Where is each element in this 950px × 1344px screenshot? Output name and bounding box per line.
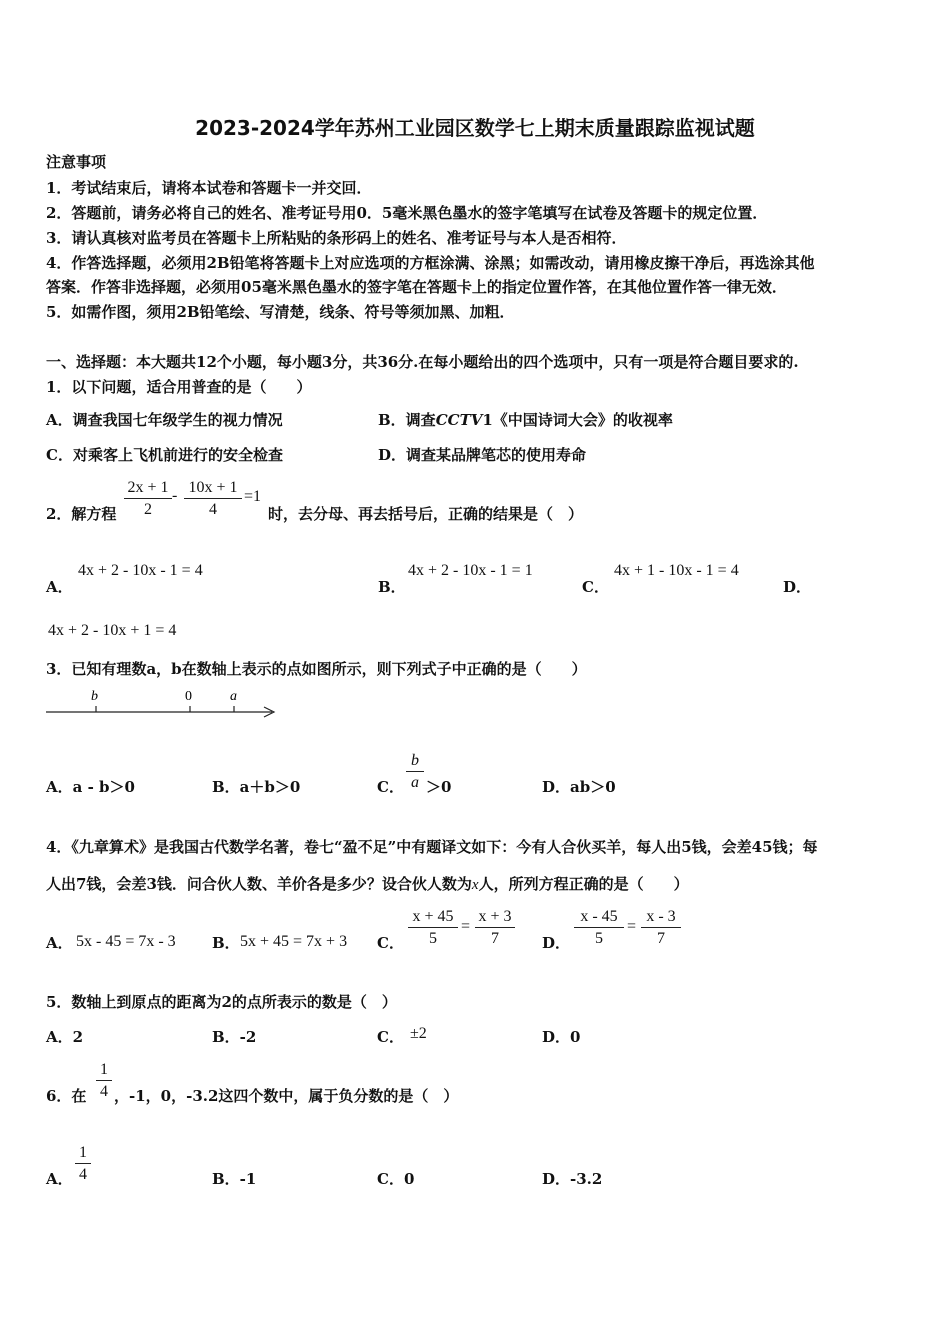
- q2-option-b-label: B．: [378, 578, 406, 596]
- q2-option-b-expr: 4x + 2 - 10x - 1 = 1: [408, 562, 533, 579]
- q6-option-b: B．-1: [212, 1170, 257, 1188]
- notice-item-5: 5．如需作图，须用2B铅笔绘、写清楚，线条、符号等须加黑、加粗．: [46, 303, 515, 321]
- q6-suffix: ，-1，0，-3.2这四个数中，属于负分数的是（ ）: [114, 1087, 459, 1105]
- q1-option-c: C．对乘客上飞机前进行的安全检查: [46, 446, 283, 464]
- q6-option-a-fraction: $\frac{1}{4}$: [75, 1143, 91, 1186]
- q6-option-c: C．0: [377, 1170, 415, 1188]
- q4-option-d-label: D．: [542, 934, 571, 952]
- q2-option-d-label: D．: [783, 578, 812, 596]
- q2-prefix: 2．解方程: [46, 505, 117, 523]
- q6-fraction: $\frac{1}{4}$: [96, 1060, 112, 1103]
- q4-option-c-right-fraction: $\frac{x + 3}{7}$: [475, 907, 515, 950]
- q4-option-c-equals: =: [461, 918, 471, 935]
- section-heading: 一、选择题：本大题共12个小题，每小题3分，共36分.在每小题给出的四个选项中，只有一项是符合题目要求的.: [46, 353, 799, 371]
- q3-option-a: A．a - b＞0: [46, 778, 135, 796]
- q3-option-b: B．a＋b＞0: [212, 778, 301, 796]
- q4-option-d-left-fraction: $\frac{x - 45}{5}$: [574, 907, 624, 950]
- q2-fraction-2: $\frac{10x + 1}{4}$: [184, 478, 242, 521]
- q5-option-c-expr: ±2: [410, 1025, 427, 1042]
- number-line: [44, 684, 280, 726]
- label-a: a: [230, 689, 237, 704]
- q2-minus: -: [172, 487, 178, 504]
- notice-item-3: 3．请认真核对监考员在答题卡上所粘贴的条形码上的姓名、准考证号与本人是否相符．: [46, 229, 627, 247]
- q6-option-a-label: A．: [46, 1170, 73, 1188]
- q4-option-b-label: B．: [212, 934, 240, 952]
- notice-item-4-cont: 答案．作答非选择题，必须用05毫米黑色墨水的签字笔在答题卡上的指定位置作答，在其他位置作答一律无效．: [46, 278, 787, 296]
- q5-option-a: A．2: [46, 1028, 84, 1046]
- notice-item-2: 2．答题前，请务必将自己的姓名、准考证号用0．5毫米黑色墨水的签字笔填写在试卷及答题卡的规定位置．: [46, 204, 768, 222]
- q1-option-b: B．调查CCTV1《中国诗词大会》的收视率: [378, 411, 673, 429]
- q5-stem: 5．数轴上到原点的距离为2的点所表示的数是（ ）: [46, 993, 397, 1011]
- q3-stem: 3．已知有理数a，b在数轴上表示的点如图所示，则下列式子中正确的是（ ）: [46, 660, 587, 678]
- q4-option-c-label: C．: [377, 934, 404, 952]
- q5-option-d: D．0: [542, 1028, 581, 1046]
- q2-option-c-label: C．: [582, 578, 609, 596]
- q4-stem-line-1: 4．《九章算术》是我国古代数学名著，卷七“盈不足”中有题译文如下：今有人合伙买羊，每人出5钱，会差45钱；每: [46, 838, 818, 856]
- q4-stem-line-2: 人出7钱，会差3钱．问合伙人数、羊价各是多少？设合伙人数为x人，所列方程正确的是（ ）: [46, 875, 689, 893]
- q1-option-a: A．调查我国七年级学生的视力情况: [46, 411, 283, 429]
- q4-option-d-equals: =: [627, 918, 637, 935]
- q2-option-d-expr: 4x + 2 - 10x + 1 = 4: [48, 622, 177, 639]
- q4-option-b-expr: 5x + 45 = 7x + 3: [240, 933, 348, 950]
- q6-prefix: 6．在: [46, 1087, 87, 1105]
- q3-option-c-label: C．: [377, 778, 404, 796]
- q1-option-d: D．调查某品牌笔芯的使用寿命: [378, 446, 587, 464]
- q5-option-b: B．-2: [212, 1028, 257, 1046]
- q2-option-a-label: A．: [46, 578, 73, 596]
- notice-item-4: 4．作答选择题，必须用2B铅笔将答题卡上对应选项的方框涂满、涂黑；如需改动，请用橡皮擦干净后，再选涂其他: [46, 254, 815, 272]
- q2-fraction-1: $\frac{2x + 1}{2}$: [124, 478, 172, 521]
- q2-option-a-expr: 4x + 2 - 10x - 1 = 4: [78, 562, 203, 579]
- label-b: b: [91, 689, 98, 704]
- q2-equals-one: =1: [244, 488, 262, 505]
- notice-item-1: 1．考试结束后，请将本试卷和答题卡一并交回．: [46, 179, 372, 197]
- q4-option-c-left-fraction: $\frac{x + 45}{5}$: [408, 907, 458, 950]
- q3-option-c-fraction: $\frac{b}{a}$: [406, 751, 424, 794]
- q4-option-a-label: A．: [46, 934, 73, 952]
- label-0: 0: [185, 689, 192, 704]
- notice-heading: 注意事项: [46, 153, 107, 171]
- q5-option-c-label: C．: [377, 1028, 404, 1046]
- q3-option-c-rel: ＞0: [426, 778, 452, 796]
- q4-option-a-expr: 5x - 45 = 7x - 3: [76, 933, 176, 950]
- q6-option-d: D．-3.2: [542, 1170, 603, 1188]
- q4-option-d-right-fraction: $\frac{x - 3}{7}$: [641, 907, 681, 950]
- q1-stem: 1．以下问题，适合用普查的是（ ）: [46, 378, 312, 396]
- q2-suffix: 时，去分母、再去括号后，正确的结果是（ ）: [268, 505, 584, 523]
- page-title: 2023-2024学年苏州工业园区数学七上期末质量跟踪监视试题: [195, 116, 755, 140]
- q2-option-c-expr: 4x + 1 - 10x - 1 = 4: [614, 562, 739, 579]
- q3-option-d: D．ab＞0: [542, 778, 616, 796]
